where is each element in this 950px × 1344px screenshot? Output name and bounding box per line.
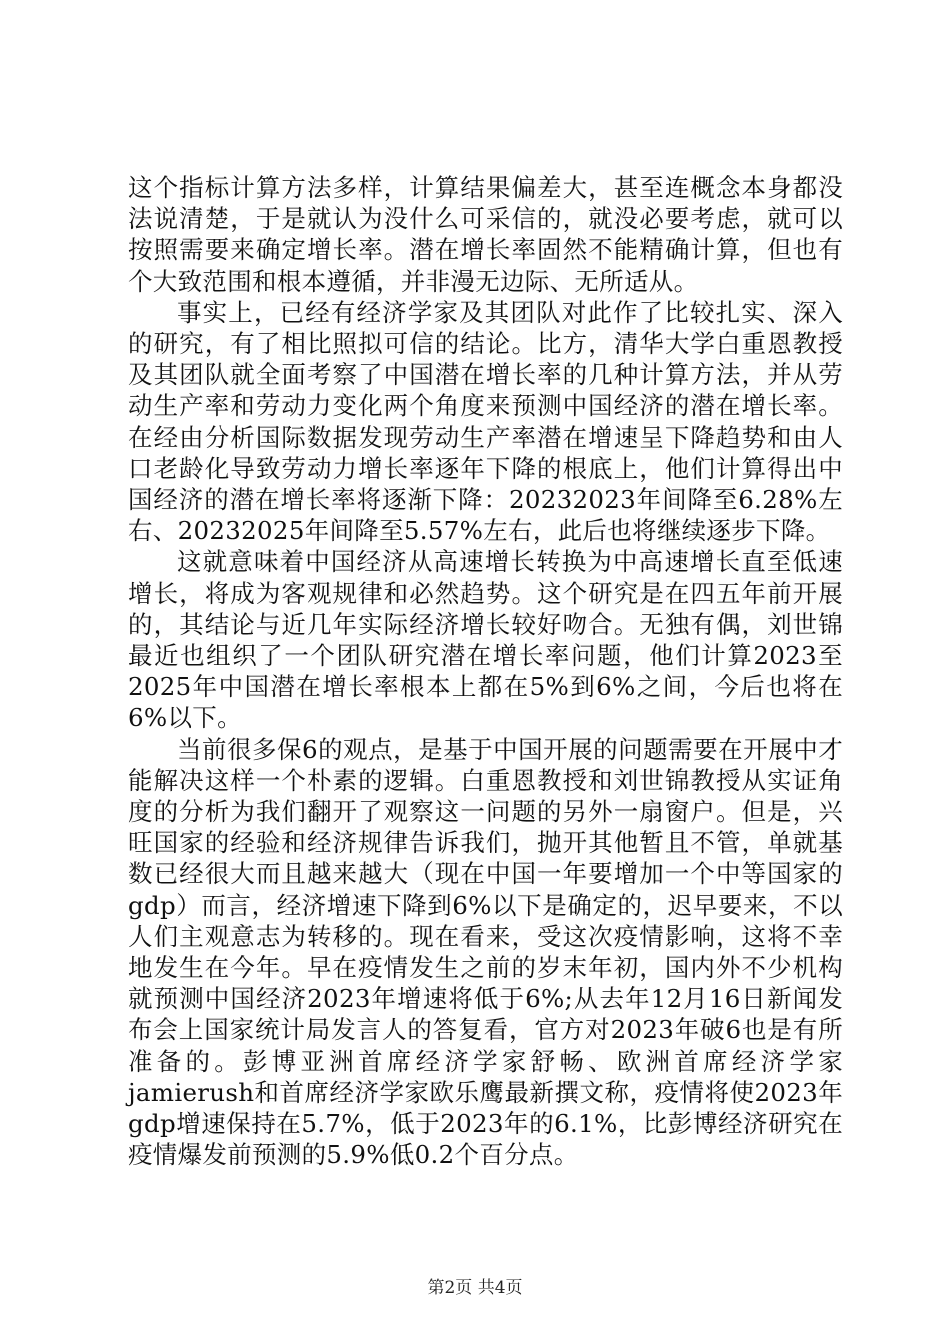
paragraph-4: 当前很多保6的观点，是基于中国开展的问题需要在开展中才能解决这样一个朴素的逻辑。白重恩教授和刘世锦教授从实证角度的分析为我们翻开了观察这一问题的另外一扇窗户。但是，兴旺国家的经验和经济规律告诉我们，抛开其他暂且不管，单就基数已经很大而且越来越大（现在中国一年要增加一个中等国家的gdp）而言，经济增速下降到6%以下是确定的，迟早要来，不以人们主观意志为转移的。现在看来，受这次疫情影响，这将不幸地发生在今年。早在疫情发生之前的岁末年初，国内外不少机构就预测中国经济2023年增速将低于6%;从去年12月16日新闻发布会上国家统计局发言人的答复看，官方对2023年破6也是有所准备的。彭博亚洲首席经济学家舒畅、欧洲首席经济学家jamierush和首席经济学家欧乐鹰最新撰文称，疫情将使2023年gdp增速保持在5.7%，低于2023年的6.1%，比彭博经济研究在疫情爆发前预测的5.9%低0.2个百分点。 [128,734,843,1170]
document-body [128,172,843,1171]
paragraph-1: 这个指标计算方法多样，计算结果偏差大，甚至连概念本身都没法说清楚，于是就认为没什么可采信的，就没必要考虑，就可以按照需要来确定增长率。潜在增长率固然不能精确计算，但也有个大致范围和根本遵循，并非漫无边际、无所适从。 [128,173,843,296]
page-number-footer: 第2页 共4页 [427,1278,523,1298]
paragraph-3: 这就意味着中国经济从高速增长转换为中高速增长直至低速增长，将成为客观规律和必然趋势。这个研究是在四五年前开展的，其结论与近几年实际经济增长较好吻合。无独有偶，刘世锦最近也组织了一个团队研究潜在增长率问题，他们计算2023至2025年中国潜在增长率根本上都在5%到6%之间，今后也将在6%以下。 [128,547,843,733]
paragraph-2: 事实上，已经有经济学家及其团队对此作了比较扎实、深入的研究，有了相比照拟可信的结论。比方，清华大学白重恩教授及其团队就全面考察了中国潜在增长率的几种计算方法，并从劳动生产率和劳动力变化两个角度来预测中国经济的潜在增长率。在经由分析国际数据发现劳动生产率潜在增速呈下降趋势和由人口老龄化导致劳动力增长率逐年下降的根底上，他们计算得出中国经济的潜在增长率将逐渐下降：20232023年间降至6.28%左右、20232025年间降至5.57%左右，此后也将继续逐步下降。 [128,297,843,546]
